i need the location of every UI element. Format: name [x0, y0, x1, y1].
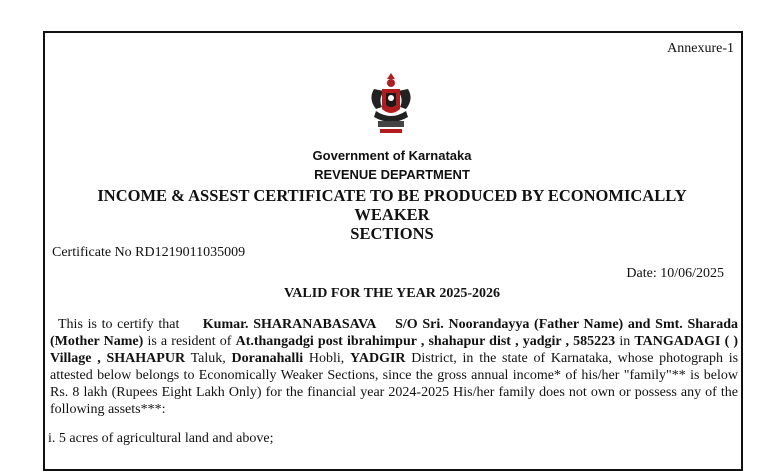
- validity-period: VALID FOR THE YEAR 2025-2026: [284, 286, 500, 301]
- relation-label: S/O: [395, 317, 418, 332]
- certificate-number: Certificate No RD1219011035009: [52, 245, 246, 260]
- resident-label: is a resident of: [147, 334, 232, 349]
- father-name: Sri. Noorandayya (Father Name): [422, 317, 624, 332]
- hobli-label: Hobli,: [308, 351, 345, 366]
- certificate-title: [70, 186, 714, 243]
- hobli: Doranahalli: [231, 351, 304, 366]
- and-label: and: [627, 317, 651, 332]
- certificate-date: Date: 10/06/2025: [626, 266, 724, 281]
- certificate-title-line1: INCOME & ASSEST CERTIFICATE TO BE PRODUCED BY ECONOMICALLY WEAKER: [97, 186, 687, 224]
- taluk: SHAHAPUR: [106, 351, 186, 366]
- applicant-name: Kumar. SHARANABASAVA: [202, 317, 377, 332]
- government-name: Government of Karnataka: [312, 148, 472, 163]
- body-rest: District, in the state of Karnataka, whose photograph is attested below belongs to Economically Weaker Sections, since the gross annual income* of his/her "family"** is below Rs. 8 lakh (Rupees Eight Lakh Only) for the financial year 2024-2025 His/her family does not own or possess any of the following assets***:: [50, 351, 739, 417]
- taluk-label: Taluk,: [190, 351, 226, 366]
- annexure-label: Annexure-1: [667, 41, 734, 56]
- certificate-body: [50, 316, 738, 418]
- department-name: REVENUE DEPARTMENT: [314, 167, 470, 182]
- asset-item: i. 5 acres of agricultural land and above;: [48, 431, 274, 446]
- address: At.thangadgi post ibrahimpur , shahapur dist , yadgir , 585223: [235, 334, 616, 349]
- mother-name: Smt. Sharada (Mother Name): [50, 317, 739, 349]
- in-label: in: [619, 334, 631, 349]
- body-intro: This is to certify that: [58, 317, 180, 332]
- district: YADGIR: [350, 351, 406, 366]
- village: TANGADAGI ( ) Village ,: [50, 334, 739, 366]
- certificate-title-line2: SECTIONS: [350, 224, 434, 243]
- karnataka-emblem-icon: [366, 71, 416, 135]
